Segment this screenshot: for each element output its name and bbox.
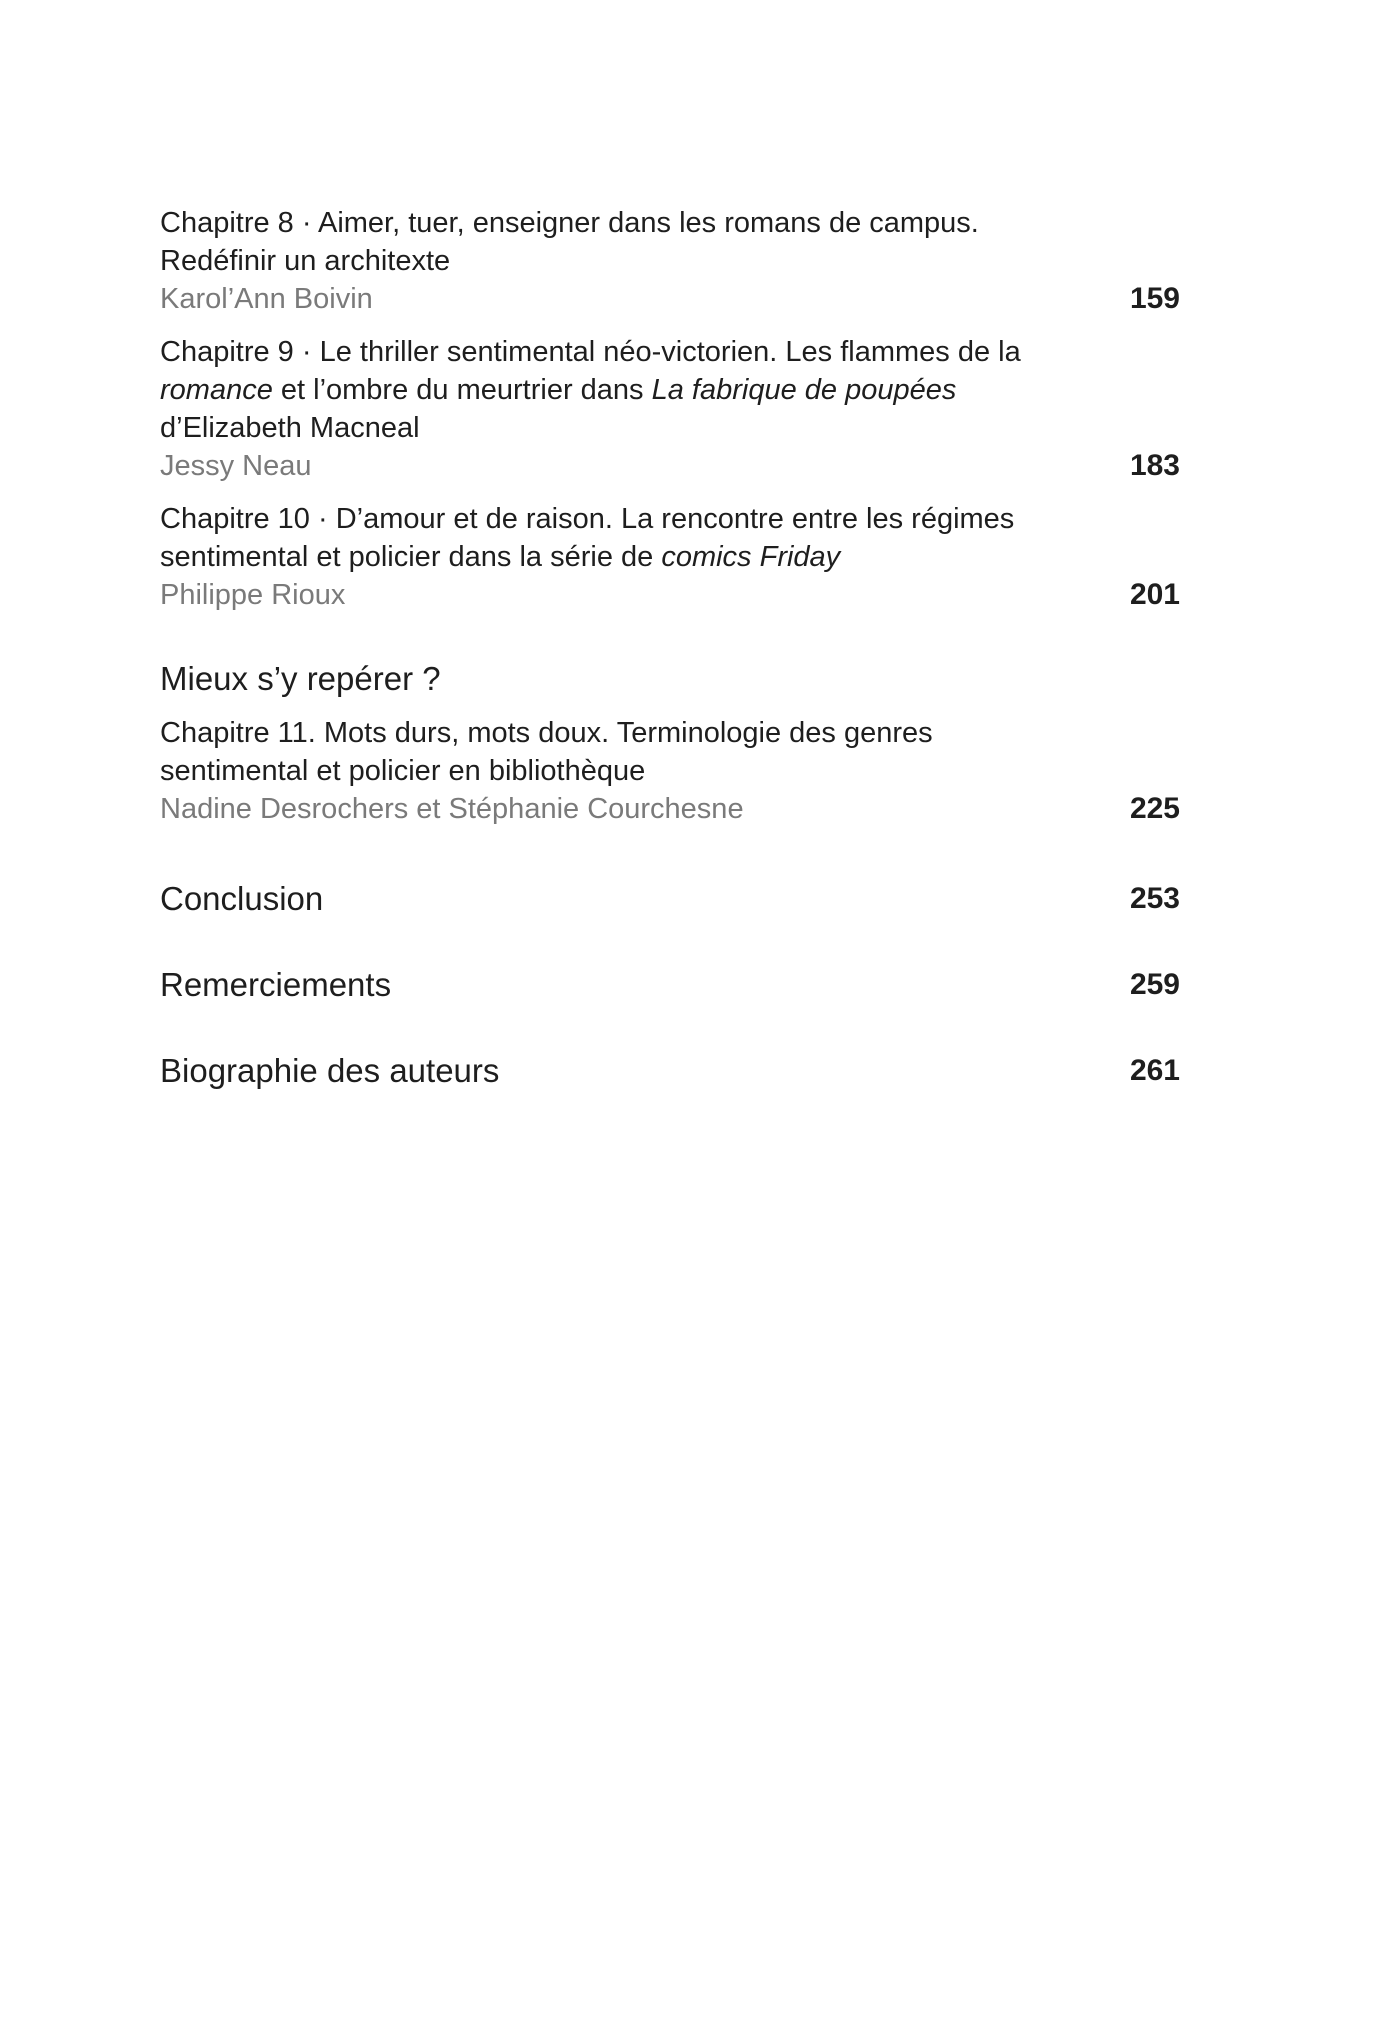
chapter-title-italic: comics Friday: [661, 541, 841, 573]
chapter-author: Nadine Desrochers et Stéphanie Courchesne: [160, 793, 744, 825]
chapter-title: [160, 204, 1060, 280]
page-number: 261: [1129, 1054, 1180, 1087]
toc-entry-chapter-10[interactable]: [160, 500, 1180, 614]
chapter-author: Philippe Rioux: [160, 579, 346, 611]
chapter-title-text: Chapitre 9 · Le thriller sentimental néo-victorien. Les flammes de la: [160, 336, 1021, 368]
toc-entry-chapter-8[interactable]: [160, 204, 1180, 318]
toc-entry-biographie[interactable]: [160, 1051, 1180, 1091]
page-number: 201: [1129, 578, 1180, 611]
page-number: 259: [1129, 968, 1180, 1001]
page-number: 225: [1129, 792, 1180, 825]
chapter-author: Karol’Ann Boivin: [160, 283, 373, 315]
entry-label: Conclusion: [160, 880, 324, 917]
toc-entry-conclusion[interactable]: [160, 879, 1180, 919]
toc-entry-remerciements[interactable]: [160, 965, 1180, 1005]
table-of-contents: [160, 204, 1180, 1091]
chapter-title-italic: romance: [160, 374, 273, 406]
chapter-title-text: d’Elizabeth Macneal: [160, 412, 420, 444]
toc-entry-chapter-9[interactable]: [160, 333, 1180, 485]
chapter-title-text: Chapitre 10 · D’amour et de raison. La rencontre entre les régimes sentimental et policier dans la série de: [160, 503, 1015, 573]
chapter-title-text: Chapitre 8 · Aimer, tuer, enseigner dans les romans de campus. Redéfinir un architexte: [160, 207, 979, 277]
chapter-title: Chapitre 11. Mots durs, mots doux. Terminologie des genres sentimental et policier en bibliothèque: [160, 717, 933, 787]
toc-entry-chapter-11[interactable]: [160, 714, 1180, 828]
chapter-author: Jessy Neau: [160, 450, 312, 482]
chapter-title: [160, 333, 1060, 447]
page-number: 159: [1129, 282, 1180, 315]
chapter-title: [160, 500, 1060, 576]
entry-label: Biographie des auteurs: [160, 1052, 500, 1089]
chapter-title-italic: La fabrique de poupées: [651, 374, 957, 406]
page-number: 183: [1129, 449, 1180, 482]
entry-label: Remerciements: [160, 966, 392, 1003]
section-heading: Mieux s’y repérer ?: [160, 660, 441, 697]
page-number: 253: [1129, 882, 1180, 915]
chapter-title-text: et l’ombre du meurtrier dans: [272, 374, 652, 406]
